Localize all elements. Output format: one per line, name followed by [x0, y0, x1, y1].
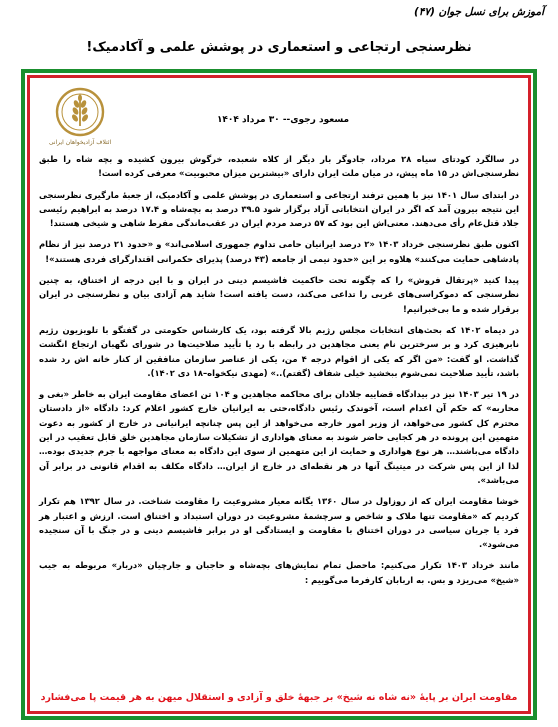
article-body [33, 80, 525, 710]
paragraphs [39, 152, 519, 594]
paragraph: خوشا مقاومت ایران که از روزاول در سال ۱۳۶۰ یگانه معیار مشروعیت را مقاومت شناخت. در سال ۱۳۹۲ هم تکرار کردیم که «مقاومت تنها ملاک و شاخص و سرچشمهٔ مشروعیت در دوران استبداد و اختناق است. ارزش و اعتبار هر فرد یا جریان سیاسی در دوران اختناق با مقاومت و ایستادگی او در برابر فاشیسم دینی و در جنگ با آن سنجیده می‌شود». [39, 496, 520, 550]
paragraph: در ۱۹ تیر ۱۴۰۳ نیز در بیدادگاه قضاییه جلادان برای محاکمه مجاهدین و ۱۰۴ تن اعضای مقاومت ایران به خاطر «بغی و محاربه» که حکم آن اعدام است، آخوندک رئیس دادگاه،حتی به ایرانیان خارج کشور اعلام کرد: دادگاه «از دادستان محترم کل کشور می‌خواهد، از وزیر امور خارجه می‌خواهد از این پس چنانچه ایرانیانی در خارج از کشور به دعوت متهمین این پرونده در هر کجایی حاضر شوند به معنای هواداری از تشکیلات سازمان مجاهدین خلق قابل تعقیب در این دادگاه می‌باشند… هر نوع هواداری و حمایت از این متهمین از سوی این دادگاه به معنای مواجهه با جرم جدیدی بوده… لذا از این پس شرکت در میتینگ آنها در هر نقطه‌ای در خارج از ایران… دادگاه مکلف به اقدام قانونی در برابر آن می‌باشد». [39, 389, 519, 485]
paragraph: در سالگرد کودتای سیاه ۲۸ مرداد، جادوگر بار دیگر از کلاه شعبده، خرگوش بیرون کشیده و بچه شاه را طبق نظرسنجی‌اش در ۱۵ ماه پیش، در میان ملت ایران دارای «بیشترین میزان محبوبیت» معرفی کرده است! [39, 154, 519, 179]
coalition-logo [39, 86, 121, 152]
paragraph: در ابتدای سال ۱۴۰۱ نیز با همین ترفند ارتجاعی و استعماری در پوشش علمی و آکادمیک، از جعبهٔ مارگیری نظرسنجی این نتیجه بیرون آمد که اگر در ایران انتخاباتی آزاد برگزار شود ۳۹.۵ درصد به بچه‌شاه و ۱۷.۴ درصد به ابراهیم رئیسی جلاد قتل‌عام رأی می‌دهند. معنی‌اش این بود که ۵۷ درصد مردم ایران در عقب‌ماندگی مفرط شاهی و شیخی هستند! [39, 189, 519, 229]
series-label: آموزش برای نسل جوان (۴۷) [413, 6, 544, 18]
paragraph: مانند خرداد ۱۴۰۳ تکرار می‌کنیم: ماحصل تمام نمایش‌های بچه‌شاه و حاجبان و جارچیان «دربار» مربوطه به جیب «شیخ» می‌ریزد و بس. به اربابان کارفرما می‌گوییم : [39, 560, 520, 585]
logo-caption: ائتلاف آزادیخواهان ایرانی [48, 139, 112, 146]
page-title: نظرسنجی ارتجاعی و استعماری در پوشش علمی و آکادمیک! [86, 40, 472, 55]
wheat-emblem-icon [54, 86, 106, 138]
closing-slogan: مقاومت ایران بر پایهٔ «نه شاه نه شیخ» بر جبههٔ خلق و آزادی و استقلال میهن به هر قیمت پا می‌فشارد [40, 692, 518, 703]
paragraph: در دیماه ۱۴۰۲ که بحث‌های انتخابات مجلس رژیم بالا گرفته بود، یک کارشناس حکومتی در گفتگو با تلویزیون رژیم نابرهیزی کرد و بر سرخترین نام یعنی مجاهدین در رابطه با رد یا تأیید صلاحیت‌ها در شورای نگهبان ارتجاع انگشت گذاشت. او گفت: «من اگر که یکی از اقوام درجه ۴ من، یکی از عناصر سازمان منافقین از کنار خانه اش رد شده باشد، تأیید صلاحیت نمی‌شوم ببخشید خیلی شفاف (گفتم)..» (مهدی نیکخواه–۱۸ دی ۱۴۰۲). [39, 324, 519, 378]
byline: مسعود رجوی-- ۳۰ مرداد ۱۴۰۴ [216, 115, 350, 125]
paragraph: اکنون طبق نظرسنجی خرداد ۱۴۰۳ «۲ درصد ایرانیان حامی تداوم جمهوری اسلامی‌اند» و «حدود ۲۱ درصد نیز از نظام پادشاهی حمایت می‌کنند» هلاوه بر این «حدود نیمی از جامعه (۴۳ درصد) پذیرای حکمرانی اقتدارگرای فردی هستند»! [39, 239, 520, 264]
paragraph: پیدا کنید «پرتقال فروش» را که چگونه تحت حاکمیت فاشیسم دینی در ایران و با این درجه از اختناق، به چنین نظرسنجی که دموکراسی‌های غربی را تداعی می‌کند، دست یافته است! شاید هم آزادی بیان و نظرسنجی در ایران برقرار شده و ما بی‌خبرانیم! [39, 275, 519, 314]
